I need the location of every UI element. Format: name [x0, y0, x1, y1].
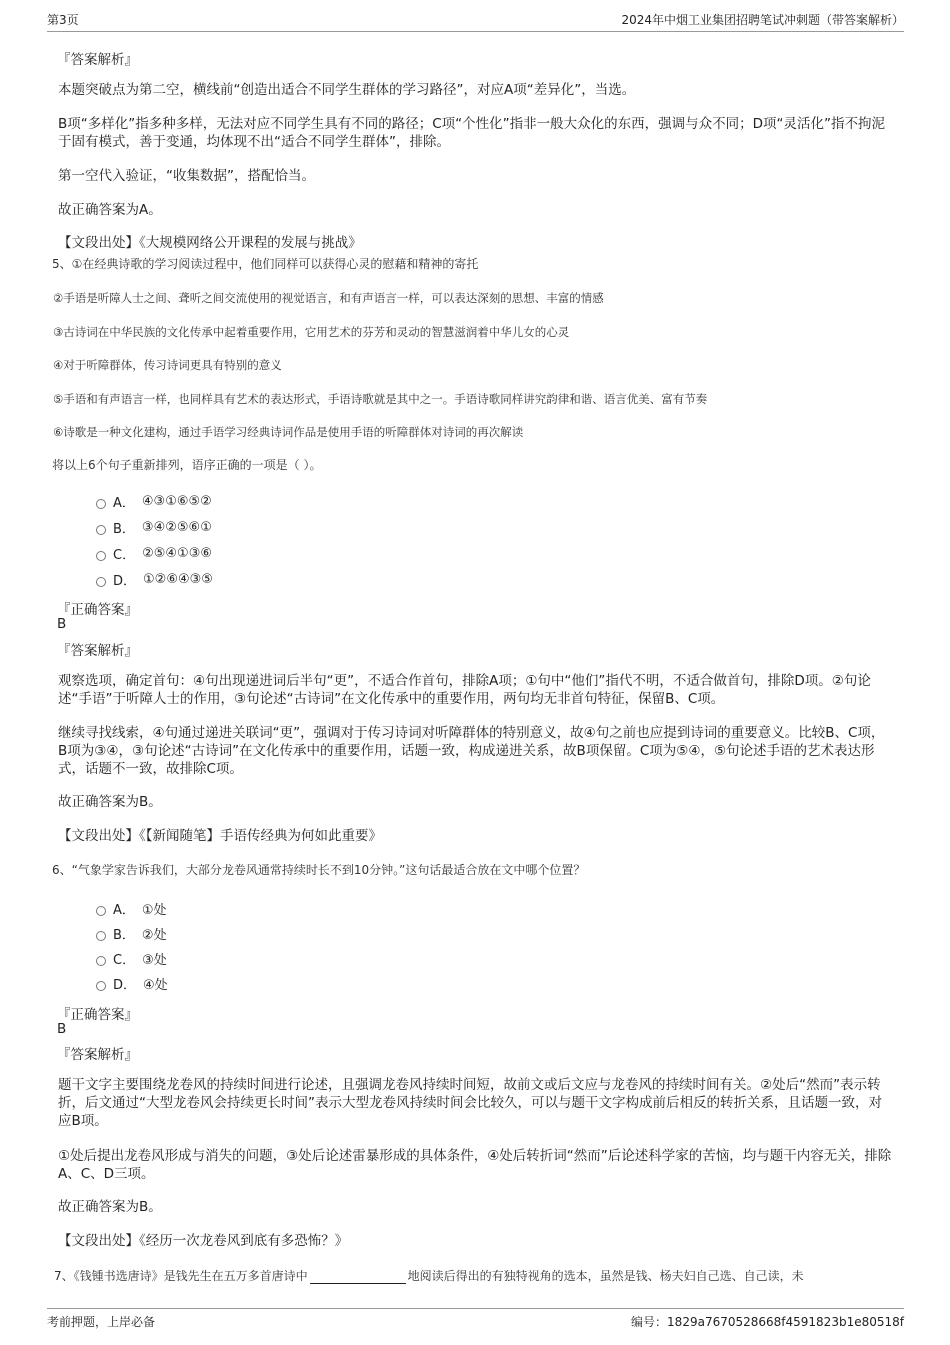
q5-conclusion: 故正确答案为B。: [58, 794, 162, 810]
q5-option-c[interactable]: [96, 544, 212, 563]
option-text: ②处: [141, 928, 167, 943]
option-letter: C．: [113, 548, 136, 563]
option-letter: B．: [113, 522, 135, 537]
q5-sentence: ⑤手语和有声语言一样，也同样具有艺术的表达形式，手语诗歌就是其中之一。手语诗歌同样讲究韵律和谐、语言优美、富有节奏: [53, 392, 708, 406]
q6-answer: B: [57, 1021, 67, 1037]
q5-analysis-paragraph: 观察选项，确定首句：④句出现递进词后半句“更”，不适合作首句，排除A项；①句中“他们”指代不明，不适合做首句，排除D项。②句论述“手语”于听障人士的作用，③句论述“古诗词”在文化传承中的重要作用，两句均无非首句特征，保留B、C项。: [58, 673, 871, 707]
radio-icon[interactable]: [96, 525, 106, 535]
q5-answer-label: 『正确答案』: [57, 602, 138, 618]
option-text: ③④②⑤⑥①: [141, 520, 212, 535]
q6-option-c[interactable]: [96, 949, 167, 968]
q5-option-b[interactable]: [96, 518, 212, 537]
q5-sentence: ④对于听障群体，传习诗词更具有特别的意义: [53, 358, 282, 372]
option-text: ②⑤④①③⑥: [142, 546, 213, 561]
q6-stem: 6、“气象学家告诉我们，大部分龙卷风通常持续时长不到10分钟。”这句话最适合放在文中哪个位置？: [52, 863, 586, 877]
q6-option-d[interactable]: [96, 974, 168, 993]
q4-analysis-paragraph: B项“多样化”指多种多样，无法对应不同学生具有不同的路径；C项“个性化”指非一般大众化的东西，强调与众不同；D项“灵活化”指不拘泥于固有模式，善于变通，均体现不出“适合不同学生群体”，排除。: [58, 116, 886, 150]
q6-source: 【文段出处】《经历一次龙卷风到底有多恐怖？》: [58, 1233, 349, 1249]
option-text: ④③①⑥⑤②: [141, 494, 212, 509]
q6-analysis-paragraph: 题干文字主要围绕龙卷风的持续时间进行论述，且强调龙卷风持续时间短，故前文或后文应与龙卷风的持续时间有关。②处后“然而”表示转折，后文通过“大型龙卷风会持续更长时间”表示大型龙卷风持续时间会比较久，可以与题干文字构成前后相反的转折关系，且话题一致，对应B项。: [58, 1077, 882, 1129]
q5-analysis-paragraph: 继续寻找线索，④句通过递进关联词“更”，强调对于传习诗词对听障群体的特别意义，故④句之前也应提到诗词的重要意义。比较B、C项，B项为③④，③句论述“古诗词”在文化传承中的重要作用，话题一致，构成递进关系，故B项保留。C项为⑤④，⑤句论述手语的艺术表达形式，话题不一致，故排除C项。: [58, 725, 885, 777]
q7-stem: [54, 1268, 899, 1284]
option-letter: A．: [113, 496, 135, 511]
q5-sentence: ⑥诗歌是一种文化建构，通过手语学习经典诗词作品是使用手语的听障群体对诗词的再次解读: [53, 425, 524, 439]
q5-source: 【文段出处】《【新闻随笔】手语传经典为何如此重要》: [58, 828, 382, 844]
option-letter: D．: [113, 574, 137, 589]
footer-divider: [47, 1308, 904, 1309]
radio-icon[interactable]: [96, 551, 106, 561]
option-text: ①②⑥④③⑤: [143, 572, 213, 587]
page-header: [0, 0, 950, 30]
option-letter: C．: [113, 953, 136, 968]
q7-stem-after: 地阅读后得出的有独特视角的选本，虽然是钱、杨夫妇自己选、自己读，未: [407, 1269, 804, 1283]
option-letter: A．: [113, 903, 135, 918]
page-number: 第3页: [47, 13, 79, 27]
footer-slogan: 考前押题，上岸必备: [47, 1315, 156, 1329]
q4-source: 【文段出处】《大规模网络公开课程的发展与挑战》: [58, 235, 362, 251]
option-text: ④处: [143, 978, 168, 993]
q6-analysis-label: 『答案解析』: [57, 1047, 138, 1063]
q4-conclusion: 故正确答案为A。: [58, 202, 162, 218]
q6-option-a[interactable]: [96, 899, 167, 918]
radio-icon[interactable]: [96, 906, 106, 916]
document-title: 2024年中烟工业集团招聘笔试冲刺题（带答案解析）: [621, 13, 904, 27]
q5-option-a[interactable]: [96, 492, 212, 511]
q7-stem-before: 7、《钱锺书选唐诗》是钱先生在五万多首唐诗中: [54, 1269, 308, 1283]
q6-answer-label: 『正确答案』: [57, 1007, 138, 1023]
q5-answer: B: [57, 616, 67, 632]
q5-sentence: ②手语是听障人士之间、聋听之间交流使用的视觉语言，和有声语言一样，可以表达深刻的思想、丰富的情感: [53, 291, 604, 305]
q4-analysis-label: 『答案解析』: [57, 52, 138, 68]
q5-option-d[interactable]: [96, 570, 213, 589]
radio-icon[interactable]: [96, 956, 106, 966]
option-letter: D．: [113, 978, 137, 993]
q4-analysis-paragraph: 第一空代入验证，“收集数据”，搭配恰当。: [58, 168, 315, 184]
fill-blank: [310, 1271, 406, 1284]
option-text: ①处: [141, 903, 167, 918]
q6-analysis-paragraph: ①处后提出龙卷风形成与消失的问题，③处后论述雷暴形成的具体条件，④处后转折词“然而”后论述科学家的苦恼，均与题干内容无关，排除A、C、D三项。: [58, 1148, 892, 1182]
radio-icon[interactable]: [96, 577, 106, 587]
q5-analysis-label: 『答案解析』: [57, 643, 138, 659]
q5-prompt: 将以上6个句子重新排列，语序正确的一项是（ ）。: [52, 458, 322, 472]
document-id: 编号：1829a7670528668f4591823b1e80518f: [631, 1315, 904, 1329]
option-letter: B．: [113, 928, 135, 943]
q4-analysis-paragraph: 本题突破点为第二空，横线前“创造出适合不同学生群体的学习路径”，对应A项“差异化”，当选。: [58, 82, 636, 98]
radio-icon[interactable]: [96, 981, 106, 991]
radio-icon[interactable]: [96, 499, 106, 509]
radio-icon[interactable]: [96, 931, 106, 941]
q6-option-b[interactable]: [96, 924, 167, 943]
option-text: ③处: [142, 953, 167, 968]
header-divider: [47, 31, 904, 32]
q6-conclusion: 故正确答案为B。: [58, 1199, 162, 1215]
q5-stem: 5、①在经典诗歌的学习阅读过程中，他们同样可以获得心灵的慰藉和精神的寄托: [52, 257, 479, 271]
q5-sentence: ③古诗词在中华民族的文化传承中起着重要作用，它用艺术的芬芳和灵动的智慧滋润着中华儿女的心灵: [53, 325, 570, 339]
